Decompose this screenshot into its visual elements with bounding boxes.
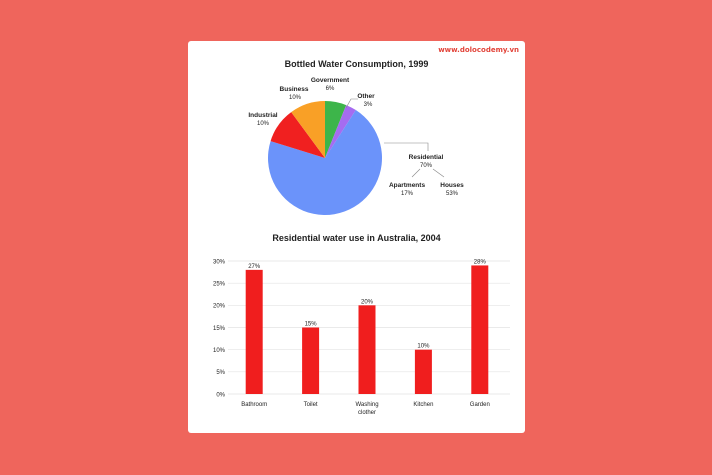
pie-value-residential: 70% bbox=[419, 163, 433, 169]
pie-value-business: 10% bbox=[288, 95, 302, 101]
pie-label-industrial: Industrial bbox=[248, 112, 278, 119]
bar-value-label: 15% bbox=[304, 321, 317, 328]
pie-label-government: Government bbox=[310, 77, 350, 84]
bar bbox=[359, 305, 376, 394]
chart-card bbox=[188, 41, 525, 433]
pie-value-industrial: 10% bbox=[256, 121, 270, 127]
watermark: www.dolocodemy.vn bbox=[438, 46, 519, 54]
pie-label-other: Other bbox=[357, 93, 375, 100]
y-tick-label: 30% bbox=[212, 259, 225, 266]
bar bbox=[471, 265, 488, 394]
pie-subvalue-houses: 53% bbox=[445, 191, 459, 197]
pie-label-residential: Residential bbox=[408, 154, 444, 161]
bar-chart-title: Residential water use in Australia, 2004 bbox=[272, 233, 441, 243]
y-tick-label: 0% bbox=[216, 392, 225, 399]
bar-value-label: 27% bbox=[248, 263, 261, 270]
bar bbox=[415, 350, 432, 394]
bar-value-label: 10% bbox=[417, 343, 430, 350]
pie-value-other: 3% bbox=[363, 102, 373, 108]
bar bbox=[246, 270, 263, 394]
pie-subvalue-apartments: 17% bbox=[400, 191, 414, 197]
y-tick-label: 15% bbox=[212, 325, 225, 332]
bar-value-label: 28% bbox=[473, 259, 486, 266]
x-tick-label: Toilet bbox=[303, 402, 318, 408]
y-tick-label: 20% bbox=[212, 303, 225, 310]
x-tick-label: Garden bbox=[469, 402, 490, 408]
pie-chart-title: Bottled Water Consumption, 1999 bbox=[284, 59, 429, 69]
x-tick-label: Washing bbox=[355, 402, 379, 408]
x-tick-label: Kitchen bbox=[413, 402, 434, 408]
y-tick-label: 25% bbox=[212, 281, 225, 288]
y-tick-label: 5% bbox=[216, 370, 225, 377]
pie-sublabel-houses: Houses bbox=[440, 182, 464, 189]
y-tick-label: 10% bbox=[212, 347, 225, 354]
x-tick-label: clother bbox=[357, 410, 377, 416]
pie-sublabel-apartments: Apartments bbox=[388, 182, 426, 189]
pie-value-government: 6% bbox=[325, 86, 335, 92]
pie-label-business: Business bbox=[279, 86, 309, 93]
bar-value-label: 20% bbox=[360, 299, 374, 306]
bar bbox=[302, 328, 319, 395]
x-tick-label: Bathroom bbox=[241, 402, 268, 408]
bar-chart bbox=[188, 41, 525, 433]
